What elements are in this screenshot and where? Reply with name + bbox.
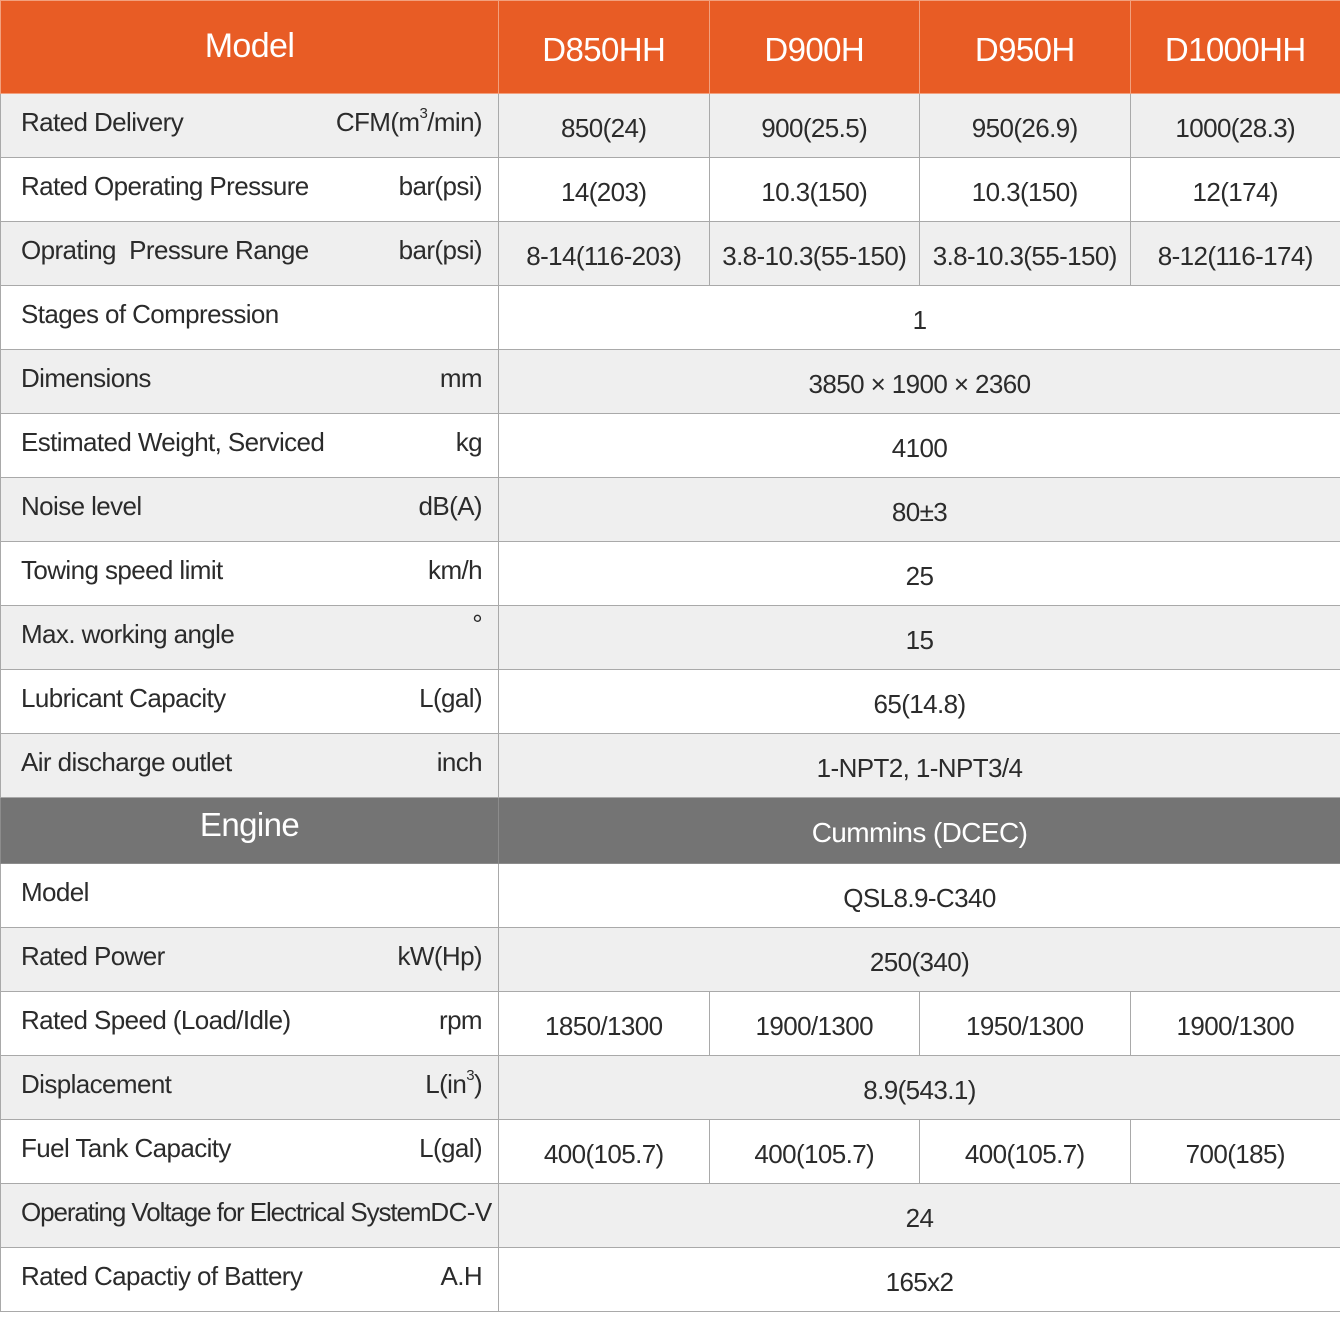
row-label-cell [1, 478, 499, 542]
row-unit: rpm [439, 1005, 482, 1035]
row-label-cell [1, 158, 499, 222]
cell-value: 3.8-10.3(55-150) [709, 222, 920, 286]
table-row [1, 1184, 1340, 1248]
row-label-cell [1, 286, 499, 350]
unit-base: L(in [425, 1069, 467, 1099]
row-label: Fuel Tank Capacity [21, 1133, 231, 1163]
table-row [1, 1248, 1340, 1312]
cell-value: 250(340) [499, 928, 1340, 992]
row-label: Stages of Compression [21, 299, 279, 329]
row-unit: L(gal) [419, 1133, 482, 1163]
row-label-cell [1, 414, 499, 478]
table-row [1, 928, 1340, 992]
table-row [1, 414, 1340, 478]
table-row [1, 1056, 1340, 1120]
unit-superscript: 3 [466, 1067, 474, 1084]
row-label: Oprating Pressure Range [21, 235, 309, 265]
row-label-cell [1, 94, 499, 158]
header-model-label: Model [1, 1, 499, 94]
engine-value: Cummins (DCEC) [499, 798, 1340, 864]
cell-value: 65(14.8) [499, 670, 1340, 734]
cell-value: 25 [499, 542, 1340, 606]
row-label-cell [1, 1120, 499, 1184]
row-unit [336, 107, 482, 138]
row-label: Lubricant Capacity [21, 683, 226, 713]
row-label-cell [1, 864, 499, 928]
cell-value: 8-12(116-174) [1130, 222, 1340, 286]
row-unit: mm [439, 363, 482, 393]
table-row [1, 222, 1340, 286]
cell-value: 8-14(116-203) [499, 222, 710, 286]
cell-value: 900(25.5) [709, 94, 920, 158]
row-unit: kg [455, 427, 482, 457]
cell-value: 1850/1300 [499, 992, 710, 1056]
row-unit: ° [472, 609, 482, 639]
row-unit: dB(A) [418, 491, 482, 521]
row-label-cell [1, 734, 499, 798]
table-row [1, 992, 1340, 1056]
row-unit: DC-V [430, 1197, 492, 1227]
row-unit: A.H [440, 1261, 482, 1291]
cell-value: 400(105.7) [709, 1120, 920, 1184]
row-label-cell [1, 670, 499, 734]
row-label: Operating Voltage for Electrical System [21, 1197, 431, 1227]
row-unit: kW(Hp) [397, 941, 482, 971]
table-row [1, 670, 1340, 734]
table-row [1, 158, 1340, 222]
row-label-cell [1, 222, 499, 286]
row-label-cell [1, 1184, 499, 1248]
row-label: Estimated Weight, Serviced [21, 427, 325, 457]
row-label: Towing speed limit [21, 555, 223, 585]
row-unit: km/h [428, 555, 482, 585]
cell-value: 850(24) [499, 94, 710, 158]
cell-value: 3850 × 1900 × 2360 [499, 350, 1340, 414]
header-model-d1000hh: D1000HH [1130, 1, 1340, 94]
row-unit: bar(psi) [398, 235, 482, 265]
header-row [1, 1, 1340, 94]
cell-value: 80±3 [499, 478, 1340, 542]
cell-value: 1900/1300 [709, 992, 920, 1056]
table-row [1, 1120, 1340, 1184]
row-label: Rated Capactiy of Battery [21, 1261, 303, 1291]
cell-value: 4100 [499, 414, 1340, 478]
row-label: Rated Operating Pressure [21, 171, 309, 201]
cell-value: 400(105.7) [920, 1120, 1131, 1184]
cell-value: 14(203) [499, 158, 710, 222]
cell-value: 8.9(543.1) [499, 1056, 1340, 1120]
cell-value: 3.8-10.3(55-150) [920, 222, 1131, 286]
row-label: Max. working angle [21, 619, 235, 649]
table-row [1, 864, 1340, 928]
engine-label: Engine [1, 798, 499, 864]
table-row [1, 286, 1340, 350]
table-row [1, 542, 1340, 606]
row-label-cell [1, 1056, 499, 1120]
row-unit: L(gal) [419, 683, 482, 713]
cell-value: 24 [499, 1184, 1340, 1248]
cell-value: 1-NPT2, 1-NPT3/4 [499, 734, 1340, 798]
table-row [1, 478, 1340, 542]
cell-value: 400(105.7) [499, 1120, 710, 1184]
cell-value: 10.3(150) [709, 158, 920, 222]
row-unit: bar(psi) [398, 171, 482, 201]
row-label: Air discharge outlet [21, 747, 232, 777]
row-label-cell [1, 606, 499, 670]
row-label-cell [1, 1248, 499, 1312]
cell-value: 700(185) [1130, 1120, 1340, 1184]
cell-value: 1900/1300 [1130, 992, 1340, 1056]
row-label-cell [1, 350, 499, 414]
cell-value: 12(174) [1130, 158, 1340, 222]
unit-base: CFM(m [335, 107, 420, 137]
unit-tail: /min) [427, 107, 482, 137]
cell-value: 1950/1300 [920, 992, 1131, 1056]
row-label-cell [1, 928, 499, 992]
unit-superscript: 3 [419, 105, 428, 122]
row-label: Rated Delivery [21, 107, 184, 137]
cell-value: 10.3(150) [920, 158, 1131, 222]
cell-value: 1 [499, 286, 1340, 350]
header-model-d950h: D950H [920, 1, 1131, 94]
row-label: Rated Power [21, 941, 165, 971]
table-row [1, 734, 1340, 798]
table-row [1, 350, 1340, 414]
row-label: Model [21, 877, 89, 907]
row-label: Rated Speed (Load/Idle) [21, 1005, 291, 1035]
table-row [1, 94, 1340, 158]
header-model-d850hh: D850HH [499, 1, 710, 94]
cell-value: 950(26.9) [920, 94, 1131, 158]
cell-value: 15 [499, 606, 1340, 670]
row-unit [425, 1069, 482, 1100]
row-label-cell [1, 992, 499, 1056]
row-unit: inch [436, 747, 482, 777]
cell-value: QSL8.9-C340 [499, 864, 1340, 928]
row-label: Displacement [21, 1069, 172, 1099]
row-label-cell [1, 542, 499, 606]
cell-value: 165x2 [499, 1248, 1340, 1312]
table-row [1, 606, 1340, 670]
row-label: Noise level [21, 491, 142, 521]
row-label: Dimensions [21, 363, 151, 393]
cell-value: 1000(28.3) [1130, 94, 1340, 158]
header-model-d900h: D900H [709, 1, 920, 94]
unit-tail: ) [473, 1069, 482, 1099]
engine-section-header [1, 798, 1340, 864]
